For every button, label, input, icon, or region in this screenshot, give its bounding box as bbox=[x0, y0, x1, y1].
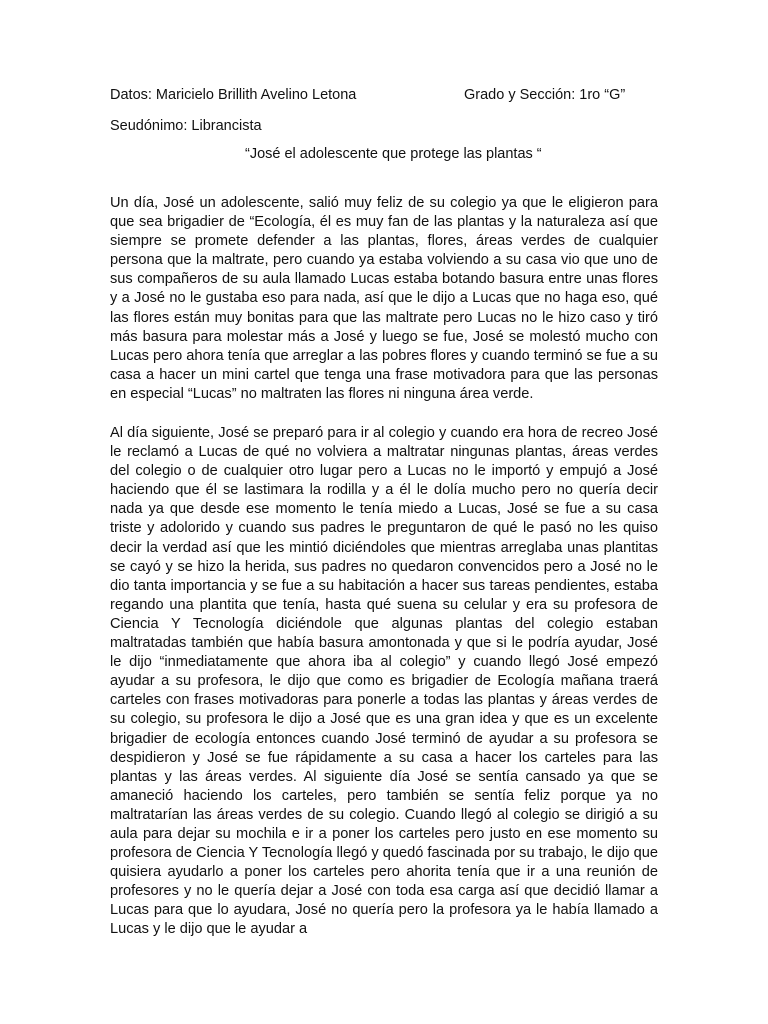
story-paragraph-1: Un día, José un adolescente, salió muy feliz de su colegio ya que le eligieron para que sea brigadier de “Ecología, él es muy fan de las plantas y la naturaleza así que siempre se promete defender a las plantas, flores, áreas verdes de cualquier persona que la maltrate, pero cuando ya estaba volviendo a su casa vio que uno de sus compañeros de su aula llamado Lucas estaba botando basura entre unas flores y a José no le gustaba eso para nada, así que le dijo a Lucas que no haga eso, qué las flores están muy bonitas para que las maltrate pero Lucas no le hizo caso y tiró más basura para molestar más a José y luego se fue, José se molestó mucho con Lucas pero ahora tenía que arreglar a las pobres flores y cuando terminó se fue a su casa a hacer un mini cartel que tenga una frase motivadora para que las personas en especial “Lucas” no maltraten las flores ni ninguna área verde. bbox=[110, 195, 658, 402]
grade-section-line: Grado y Sección: 1ro “G” bbox=[464, 87, 626, 103]
author-data-line: Datos: Maricielo Brillith Avelino Letona bbox=[110, 87, 357, 103]
story-title: “José el adolescente que protege las plantas “ bbox=[245, 146, 542, 162]
story-paragraph-2: Al día siguiente, José se preparó para ir al colegio y cuando era hora de recreo José le reclamó a Lucas de qué no volviera a maltratar ningunas plantas, áreas verdes del colegio o de cualquier otro lugar pero a Lucas no le importó y empujó a José haciendo que él se lastimara la rodilla y a él le dolía mucho pero no quería decir nada ya que desde ese momento le tenía miedo a Lucas, José se fue a su casa triste y adolorido y cuando sus padres le preguntaron de qué le pasó no les quiso decir la verdad así que les mintió diciéndoles que mientras arreglaba unas plantitas se cayó y se hizo la herida, sus padres no quedaron convencidos pero a José no le dio tanta importancia y se fue a su habitación a hacer sus tareas pendientes, estaba regando una plantita que tenía, hasta qué suena su celular y era su profesora de Ciencia Y Tecnología diciéndole que algunas plantas del colegio estaban maltratadas también que había basura amontonada y que si le podría ayudar, José le dijo “inmediatamente que ahora iba al colegio” y cuando llegó José empezó ayudar a su profesora, le dijo que como es brigadier de Ecología mañana traerá carteles con frases motivadoras para ponerle a todas las plantas y áreas verdes de su colegio, su profesora le dijo a José que es una gran idea y que es un excelente brigadier de ecología entonces cuando José terminó de ayudar a su profesora se despidieron y José se fue rápidamente a su casa a hacer los carteles para las plantas y las áreas verdes. Al siguiente día José se sentía cansado ya que se amaneció haciendo los carteles, pero también se sentía feliz porque ya no maltratarían las áreas verdes de su colegio. Cuando llegó al colegio se dirigió a su aula para dejar su mochila e ir a poner los carteles pero justo en ese momento su profesora de Ciencia Y Tecnología llegó y quedó fascinada por su trabajo, le dijo que quisiera ayudarlo a poner los carteles pero ahorita tenía que ir a una reunión de profesores y no le quería dejar a José con toda esa carga así que decidió llamar a Lucas para que lo ayudara, José no quería pero la profesora ya le había llamado a Lucas y le dijo que le ayudar a bbox=[110, 425, 658, 938]
pseudonym-line: Seudónimo: Librancista bbox=[110, 118, 262, 134]
